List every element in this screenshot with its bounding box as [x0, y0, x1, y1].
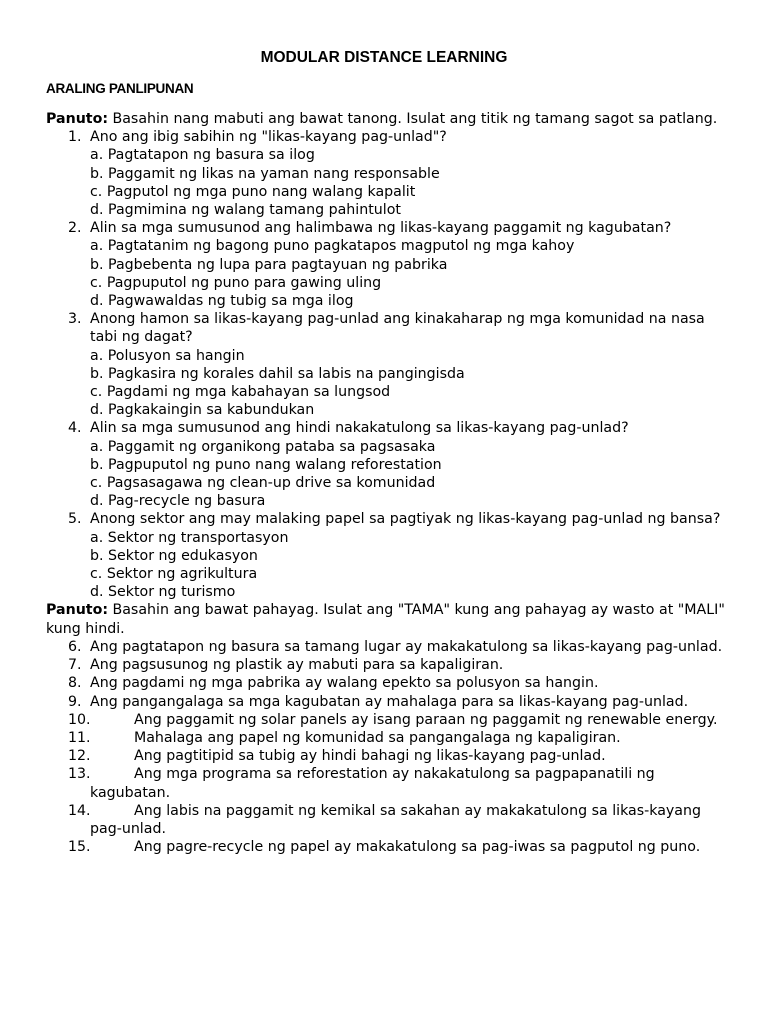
statement-number: 13. [68, 766, 91, 783]
answer-option: d. Sektor ng turismo [90, 584, 236, 601]
statement-number: 11. [68, 729, 91, 746]
answer-option: b. Pagbebenta ng lupa para pagtayuan ng pabrika [90, 256, 448, 273]
answer-option: a. Paggamit ng organikong pataba sa pagsasaka [90, 438, 436, 455]
answer-option: c. Pagsasagawa ng clean-up drive sa komunidad [90, 475, 436, 492]
statement-item [46, 838, 736, 856]
statement-item [46, 638, 736, 656]
answer-option: d. Pagmimina ng walang tamang pahintulot [90, 202, 401, 219]
answer-option: c. Pagdami ng mga kabahayan sa lungsod [90, 384, 391, 401]
part2-instructions-label: Panuto: [46, 602, 108, 619]
answer-option: a. Polusyon sa hangin [90, 347, 245, 364]
answer-option: d. Pagkakaingin sa kabundukan [90, 402, 315, 419]
statement-item [46, 711, 736, 729]
question [46, 219, 736, 310]
question-number: 1. [68, 129, 82, 146]
statement-number: 12. [68, 748, 91, 765]
answer-option: a. Pagtatanim ng bagong puno pagkatapos magputol ng mga kahoy [90, 238, 575, 255]
question-text: Alin sa mga sumusunod ang halimbawa ng likas-kayang paggamit ng kagubatan? [90, 220, 672, 237]
statement-number: 8. [68, 675, 82, 692]
statement-number: 10. [68, 711, 91, 728]
answer-option: a. Pagtatapon ng basura sa ilog [90, 147, 315, 164]
question-text: Anong sektor ang may malaking papel sa pagtiyak ng likas-kayang pag-unlad ng bansa? [90, 511, 721, 528]
part2-instructions-text: Basahin ang bawat pahayag. Isulat ang "TAMA" kung ang pahayag ay wasto at "MALI" kung hindi. [46, 602, 725, 637]
question [46, 510, 736, 601]
answer-option: c. Pagpuputol ng puno para gawing uling [90, 274, 382, 291]
part2-instructions [46, 601, 736, 637]
statement-number: 6. [68, 638, 82, 655]
question-text: Alin sa mga sumusunod ang hindi nakakatulong sa likas-kayang pag-unlad? [90, 420, 629, 437]
statement-item [46, 656, 736, 674]
statement-item [46, 802, 736, 838]
statement-text: Ang mga programa sa reforestation ay nakakatulong sa pagpapanatili ng kagubatan. [90, 766, 655, 801]
statement-text: Ang pagsusunog ng plastik ay mabuti para sa kapaligiran. [90, 657, 504, 674]
question [46, 310, 736, 419]
question [46, 419, 736, 510]
document-body [46, 110, 736, 856]
statement-text: Ang pagtitipid sa tubig ay hindi bahagi ng likas-kayang pag-unlad. [134, 748, 606, 765]
answer-option: b. Pagpuputol ng puno nang walang reforestation [90, 456, 442, 473]
part1-instructions-text: Basahin nang mabuti ang bawat tanong. Isulat ang titik ng tamang sagot sa patlang. [108, 111, 718, 127]
statement-item [46, 693, 736, 711]
statement-number: 14. [68, 802, 91, 819]
question-text: Ano ang ibig sabihin ng "likas-kayang pag-unlad"? [90, 129, 447, 146]
statement-item [46, 765, 736, 801]
part1-instructions [46, 110, 736, 128]
answer-option: b. Paggamit ng likas na yaman nang responsable [90, 165, 440, 182]
statement-text: Ang pangangalaga sa mga kagubatan ay mahalaga para sa likas-kayang pag-unlad. [90, 693, 689, 710]
question-text: Anong hamon sa likas-kayang pag-unlad ang kinakaharap ng mga komunidad na nasa tabi ng dagat? [90, 311, 705, 346]
answer-option: c. Pagputol ng mga puno nang walang kapalit [90, 183, 416, 200]
statement-number: 9. [68, 693, 82, 710]
question-number: 5. [68, 511, 82, 528]
subject-heading: ARALING PANLIPUNAN [46, 81, 194, 96]
answer-option: a. Sektor ng transportasyon [90, 529, 289, 546]
document-title: MODULAR DISTANCE LEARNING [260, 49, 508, 66]
statement-text: Ang labis na paggamit ng kemikal sa sakahan ay makakatulong sa likas-kayang pag-unlad. [90, 802, 701, 837]
statement-number: 7. [68, 657, 82, 674]
statement-item [46, 729, 736, 747]
answer-option: c. Sektor ng agrikultura [90, 566, 258, 583]
statement-text: Mahalaga ang papel ng komunidad sa pangangalaga ng kapaligiran. [134, 729, 621, 746]
statement-text: Ang pagtatapon ng basura sa tamang lugar ay makakatulong sa likas-kayang pag-unlad. [90, 638, 723, 655]
answer-option: d. Pag-recycle ng basura [90, 493, 266, 510]
statement-text: Ang paggamit ng solar panels ay isang paraan ng paggamit ng renewable energy. [134, 711, 718, 728]
answer-option: b. Pagkasira ng korales dahil sa labis na pangingisda [90, 365, 465, 382]
statement-item [46, 747, 736, 765]
question-number: 4. [68, 420, 82, 437]
question-number: 3. [68, 311, 82, 328]
statement-number: 15. [68, 839, 91, 856]
answer-option: d. Pagwawaldas ng tubig sa mga ilog [90, 293, 354, 310]
statement-item [46, 674, 736, 692]
question [46, 128, 736, 219]
statement-text: Ang pagre-recycle ng papel ay makakatulong sa pag-iwas sa pagputol ng puno. [134, 839, 701, 856]
statement-text: Ang pagdami ng mga pabrika ay walang epekto sa polusyon sa hangin. [90, 675, 599, 692]
question-number: 2. [68, 220, 82, 237]
answer-option: b. Sektor ng edukasyon [90, 547, 258, 564]
part1-instructions-label: Panuto: [46, 111, 108, 127]
